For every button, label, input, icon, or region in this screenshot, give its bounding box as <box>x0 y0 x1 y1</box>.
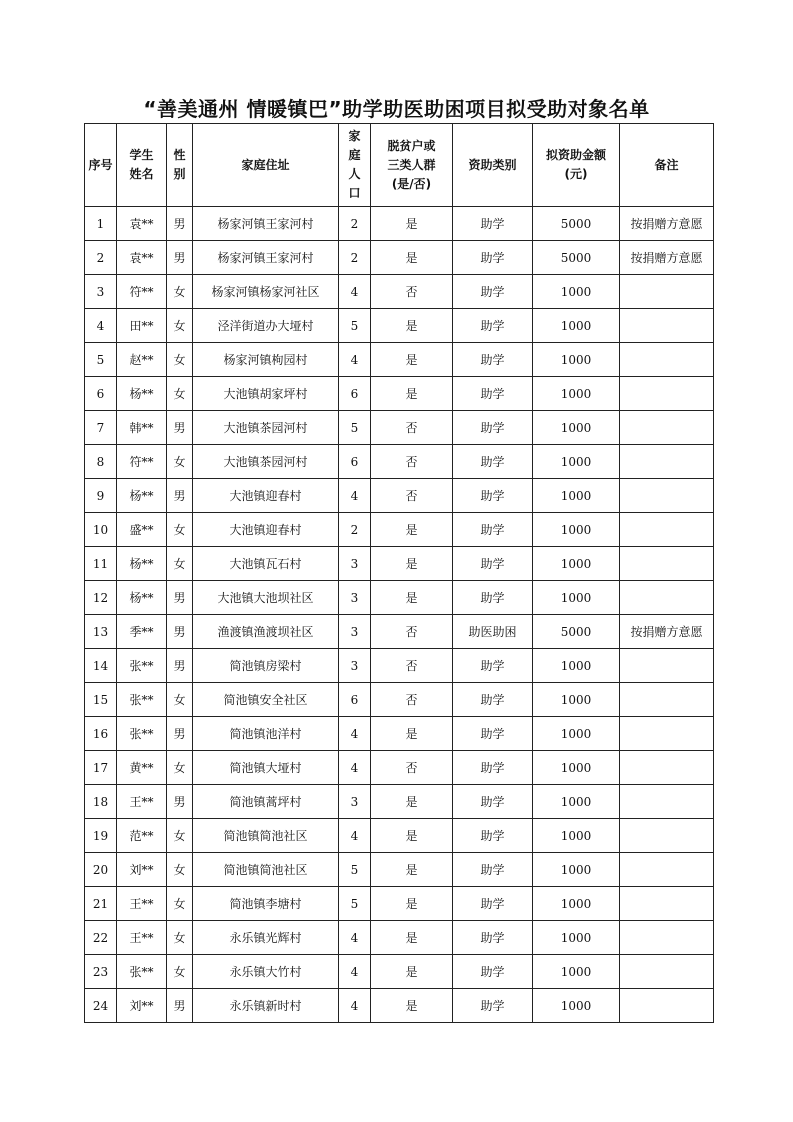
cell-aid-type: 助学 <box>453 309 533 343</box>
cell-poverty: 否 <box>371 411 453 445</box>
cell-name: 王** <box>117 785 167 819</box>
table-row <box>85 683 714 717</box>
header-poverty <box>371 124 453 207</box>
cell-no: 21 <box>85 887 117 921</box>
cell-poverty: 是 <box>371 377 453 411</box>
cell-amount: 1000 <box>533 853 620 887</box>
cell-no: 15 <box>85 683 117 717</box>
cell-poverty: 是 <box>371 547 453 581</box>
cell-address: 永乐镇新时村 <box>193 989 339 1023</box>
table-row <box>85 343 714 377</box>
cell-name: 杨** <box>117 581 167 615</box>
cell-address: 大池镇瓦石村 <box>193 547 339 581</box>
header-amount <box>533 124 620 207</box>
cell-amount: 5000 <box>533 615 620 649</box>
cell-name: 黄** <box>117 751 167 785</box>
cell-address: 杨家河镇王家河村 <box>193 241 339 275</box>
header-row <box>85 124 714 207</box>
cell-aid-type: 助学 <box>453 785 533 819</box>
cell-poverty: 否 <box>371 479 453 513</box>
cell-no: 1 <box>85 207 117 241</box>
cell-address: 简池镇简池社区 <box>193 853 339 887</box>
header-poverty-line1: 脱贫户或 <box>387 138 436 153</box>
cell-family-size: 4 <box>339 955 371 989</box>
cell-family-size: 4 <box>339 343 371 377</box>
cell-aid-type: 助学 <box>453 751 533 785</box>
cell-aid-type: 助学 <box>453 445 533 479</box>
cell-amount: 1000 <box>533 955 620 989</box>
cell-amount: 1000 <box>533 921 620 955</box>
cell-remark <box>620 479 714 513</box>
cell-no: 9 <box>85 479 117 513</box>
cell-no: 23 <box>85 955 117 989</box>
table-row <box>85 547 714 581</box>
cell-address: 大池镇胡家坪村 <box>193 377 339 411</box>
table-row <box>85 241 714 275</box>
cell-remark <box>620 819 714 853</box>
cell-address: 永乐镇光辉村 <box>193 921 339 955</box>
header-no: 序号 <box>85 124 117 207</box>
cell-amount: 1000 <box>533 887 620 921</box>
cell-gender: 男 <box>167 615 193 649</box>
cell-poverty: 否 <box>371 615 453 649</box>
cell-no: 24 <box>85 989 117 1023</box>
cell-aid-type: 助学 <box>453 547 533 581</box>
cell-address: 渔渡镇渔渡坝社区 <box>193 615 339 649</box>
table-row <box>85 445 714 479</box>
cell-remark <box>620 649 714 683</box>
cell-name: 王** <box>117 887 167 921</box>
cell-aid-type: 助学 <box>453 649 533 683</box>
table-row <box>85 785 714 819</box>
cell-no: 7 <box>85 411 117 445</box>
cell-family-size: 4 <box>339 275 371 309</box>
cell-amount: 1000 <box>533 411 620 445</box>
cell-remark <box>620 275 714 309</box>
cell-amount: 1000 <box>533 989 620 1023</box>
cell-poverty: 是 <box>371 241 453 275</box>
cell-name: 张** <box>117 955 167 989</box>
cell-name: 刘** <box>117 853 167 887</box>
cell-gender: 女 <box>167 921 193 955</box>
page-title: “善美通州 情暖镇巴”助学助医助困项目拟受助对象名单 <box>143 97 650 121</box>
table-row <box>85 649 714 683</box>
cell-gender: 男 <box>167 989 193 1023</box>
header-amount-line2: (元) <box>564 167 588 181</box>
cell-poverty: 是 <box>371 921 453 955</box>
cell-gender: 男 <box>167 479 193 513</box>
header-gender: 性别 <box>167 124 193 207</box>
cell-gender: 女 <box>167 853 193 887</box>
cell-remark <box>620 343 714 377</box>
cell-no: 12 <box>85 581 117 615</box>
table-row <box>85 717 714 751</box>
cell-poverty: 是 <box>371 887 453 921</box>
cell-family-size: 3 <box>339 615 371 649</box>
cell-remark <box>620 377 714 411</box>
cell-address: 简池镇大垭村 <box>193 751 339 785</box>
cell-address: 简池镇池洋村 <box>193 717 339 751</box>
cell-aid-type: 助学 <box>453 683 533 717</box>
cell-amount: 1000 <box>533 717 620 751</box>
cell-name: 范** <box>117 819 167 853</box>
table-row <box>85 887 714 921</box>
cell-family-size: 6 <box>339 445 371 479</box>
cell-poverty: 是 <box>371 989 453 1023</box>
cell-family-size: 5 <box>339 309 371 343</box>
cell-poverty: 是 <box>371 819 453 853</box>
cell-name: 季** <box>117 615 167 649</box>
cell-family-size: 3 <box>339 649 371 683</box>
cell-family-size: 5 <box>339 887 371 921</box>
cell-gender: 女 <box>167 309 193 343</box>
cell-name: 符** <box>117 445 167 479</box>
cell-remark: 按捐赠方意愿 <box>620 207 714 241</box>
cell-name: 盛** <box>117 513 167 547</box>
cell-no: 11 <box>85 547 117 581</box>
cell-name: 韩** <box>117 411 167 445</box>
cell-family-size: 4 <box>339 479 371 513</box>
header-name: 学生姓名 <box>117 124 167 207</box>
table-row <box>85 581 714 615</box>
cell-no: 17 <box>85 751 117 785</box>
cell-name: 杨** <box>117 377 167 411</box>
cell-name: 袁** <box>117 241 167 275</box>
table-row <box>85 615 714 649</box>
cell-family-size: 4 <box>339 819 371 853</box>
cell-address: 大池镇大池坝社区 <box>193 581 339 615</box>
table-row <box>85 853 714 887</box>
cell-no: 10 <box>85 513 117 547</box>
cell-address: 杨家河镇杨家河社区 <box>193 275 339 309</box>
cell-address: 简池镇蒿坪村 <box>193 785 339 819</box>
cell-no: 18 <box>85 785 117 819</box>
cell-gender: 女 <box>167 751 193 785</box>
cell-address: 简池镇房梁村 <box>193 649 339 683</box>
cell-name: 符** <box>117 275 167 309</box>
cell-aid-type: 助学 <box>453 343 533 377</box>
header-address: 家庭住址 <box>193 124 339 207</box>
cell-aid-type: 助学 <box>453 921 533 955</box>
cell-aid-type: 助学 <box>453 853 533 887</box>
cell-gender: 女 <box>167 819 193 853</box>
table-row <box>85 513 714 547</box>
cell-amount: 1000 <box>533 445 620 479</box>
cell-address: 大池镇茶园河村 <box>193 445 339 479</box>
cell-poverty: 是 <box>371 955 453 989</box>
cell-gender: 男 <box>167 717 193 751</box>
cell-poverty: 否 <box>371 275 453 309</box>
header-poverty-line2: 三类人群 <box>387 157 436 172</box>
cell-no: 22 <box>85 921 117 955</box>
cell-poverty: 否 <box>371 751 453 785</box>
cell-name: 张** <box>117 649 167 683</box>
cell-aid-type: 助学 <box>453 717 533 751</box>
cell-name: 王** <box>117 921 167 955</box>
cell-remark <box>620 445 714 479</box>
table-row <box>85 751 714 785</box>
cell-remark: 按捐赠方意愿 <box>620 241 714 275</box>
table-row <box>85 955 714 989</box>
cell-amount: 5000 <box>533 241 620 275</box>
cell-remark <box>620 717 714 751</box>
cell-remark <box>620 921 714 955</box>
cell-remark <box>620 411 714 445</box>
cell-amount: 1000 <box>533 547 620 581</box>
cell-family-size: 5 <box>339 853 371 887</box>
cell-amount: 1000 <box>533 819 620 853</box>
cell-address: 永乐镇大竹村 <box>193 955 339 989</box>
cell-poverty: 是 <box>371 513 453 547</box>
cell-remark <box>620 751 714 785</box>
cell-address: 简池镇李塘村 <box>193 887 339 921</box>
cell-aid-type: 助学 <box>453 955 533 989</box>
table-row <box>85 989 714 1023</box>
table-row <box>85 479 714 513</box>
cell-amount: 1000 <box>533 479 620 513</box>
cell-aid-type: 助医助困 <box>453 615 533 649</box>
cell-gender: 男 <box>167 649 193 683</box>
cell-amount: 1000 <box>533 309 620 343</box>
cell-no: 2 <box>85 241 117 275</box>
cell-amount: 1000 <box>533 343 620 377</box>
cell-amount: 1000 <box>533 275 620 309</box>
header-aid-type: 资助类别 <box>453 124 533 207</box>
cell-amount: 1000 <box>533 785 620 819</box>
cell-no: 3 <box>85 275 117 309</box>
cell-remark: 按捐赠方意愿 <box>620 615 714 649</box>
cell-family-size: 2 <box>339 207 371 241</box>
cell-family-size: 3 <box>339 547 371 581</box>
cell-amount: 5000 <box>533 207 620 241</box>
cell-no: 4 <box>85 309 117 343</box>
cell-gender: 女 <box>167 547 193 581</box>
cell-poverty: 是 <box>371 853 453 887</box>
cell-name: 张** <box>117 717 167 751</box>
cell-address: 大池镇迎春村 <box>193 479 339 513</box>
cell-poverty: 否 <box>371 445 453 479</box>
cell-no: 14 <box>85 649 117 683</box>
cell-poverty: 是 <box>371 581 453 615</box>
cell-family-size: 2 <box>339 513 371 547</box>
cell-address: 杨家河镇枸园村 <box>193 343 339 377</box>
cell-no: 6 <box>85 377 117 411</box>
cell-name: 袁** <box>117 207 167 241</box>
cell-aid-type: 助学 <box>453 581 533 615</box>
cell-address: 简池镇简池社区 <box>193 819 339 853</box>
cell-poverty: 是 <box>371 207 453 241</box>
cell-gender: 女 <box>167 343 193 377</box>
header-family-size: 家庭人口 <box>339 124 371 207</box>
cell-poverty: 否 <box>371 683 453 717</box>
cell-no: 5 <box>85 343 117 377</box>
cell-amount: 1000 <box>533 683 620 717</box>
cell-no: 13 <box>85 615 117 649</box>
table-row <box>85 819 714 853</box>
cell-poverty: 是 <box>371 309 453 343</box>
cell-name: 田** <box>117 309 167 343</box>
cell-gender: 女 <box>167 955 193 989</box>
cell-aid-type: 助学 <box>453 275 533 309</box>
cell-aid-type: 助学 <box>453 479 533 513</box>
cell-remark <box>620 955 714 989</box>
cell-gender: 男 <box>167 785 193 819</box>
header-amount-line1: 拟资助金额 <box>545 148 606 162</box>
cell-address: 泾洋街道办大垭村 <box>193 309 339 343</box>
table-row <box>85 275 714 309</box>
cell-name: 杨** <box>117 547 167 581</box>
cell-remark <box>620 581 714 615</box>
cell-amount: 1000 <box>533 751 620 785</box>
cell-poverty: 是 <box>371 717 453 751</box>
cell-poverty: 否 <box>371 649 453 683</box>
cell-aid-type: 助学 <box>453 989 533 1023</box>
header-remark: 备注 <box>620 124 714 207</box>
cell-name: 杨** <box>117 479 167 513</box>
cell-aid-type: 助学 <box>453 887 533 921</box>
cell-gender: 男 <box>167 581 193 615</box>
cell-name: 张** <box>117 683 167 717</box>
table-row <box>85 377 714 411</box>
table-row <box>85 309 714 343</box>
table-row <box>85 921 714 955</box>
cell-aid-type: 助学 <box>453 241 533 275</box>
cell-no: 16 <box>85 717 117 751</box>
cell-aid-type: 助学 <box>453 377 533 411</box>
table-header <box>85 124 714 207</box>
cell-remark <box>620 547 714 581</box>
cell-family-size: 3 <box>339 785 371 819</box>
cell-family-size: 4 <box>339 989 371 1023</box>
table-body <box>85 207 714 1023</box>
cell-amount: 1000 <box>533 581 620 615</box>
cell-remark <box>620 513 714 547</box>
cell-no: 8 <box>85 445 117 479</box>
cell-family-size: 6 <box>339 683 371 717</box>
cell-amount: 1000 <box>533 513 620 547</box>
cell-gender: 女 <box>167 275 193 309</box>
cell-gender: 女 <box>167 377 193 411</box>
cell-poverty: 是 <box>371 343 453 377</box>
cell-aid-type: 助学 <box>453 819 533 853</box>
cell-remark <box>620 785 714 819</box>
cell-aid-type: 助学 <box>453 411 533 445</box>
cell-aid-type: 助学 <box>453 513 533 547</box>
cell-family-size: 2 <box>339 241 371 275</box>
cell-gender: 女 <box>167 445 193 479</box>
cell-address: 大池镇茶园河村 <box>193 411 339 445</box>
cell-gender: 男 <box>167 241 193 275</box>
table-row <box>85 411 714 445</box>
cell-gender: 男 <box>167 411 193 445</box>
cell-name: 刘** <box>117 989 167 1023</box>
cell-remark <box>620 853 714 887</box>
cell-address: 大池镇迎春村 <box>193 513 339 547</box>
header-poverty-line3: (是/否) <box>391 176 432 191</box>
cell-family-size: 5 <box>339 411 371 445</box>
cell-remark <box>620 989 714 1023</box>
cell-remark <box>620 887 714 921</box>
cell-name: 赵** <box>117 343 167 377</box>
cell-remark <box>620 683 714 717</box>
cell-family-size: 3 <box>339 581 371 615</box>
cell-address: 杨家河镇王家河村 <box>193 207 339 241</box>
cell-poverty: 是 <box>371 785 453 819</box>
cell-family-size: 4 <box>339 751 371 785</box>
cell-family-size: 4 <box>339 921 371 955</box>
cell-address: 简池镇安全社区 <box>193 683 339 717</box>
cell-family-size: 4 <box>339 717 371 751</box>
cell-gender: 女 <box>167 887 193 921</box>
recipient-table <box>84 123 714 1023</box>
cell-no: 19 <box>85 819 117 853</box>
cell-gender: 女 <box>167 683 193 717</box>
cell-amount: 1000 <box>533 649 620 683</box>
cell-aid-type: 助学 <box>453 207 533 241</box>
cell-family-size: 6 <box>339 377 371 411</box>
cell-no: 20 <box>85 853 117 887</box>
table-row <box>85 207 714 241</box>
cell-gender: 女 <box>167 513 193 547</box>
cell-amount: 1000 <box>533 377 620 411</box>
cell-gender: 男 <box>167 207 193 241</box>
cell-remark <box>620 309 714 343</box>
